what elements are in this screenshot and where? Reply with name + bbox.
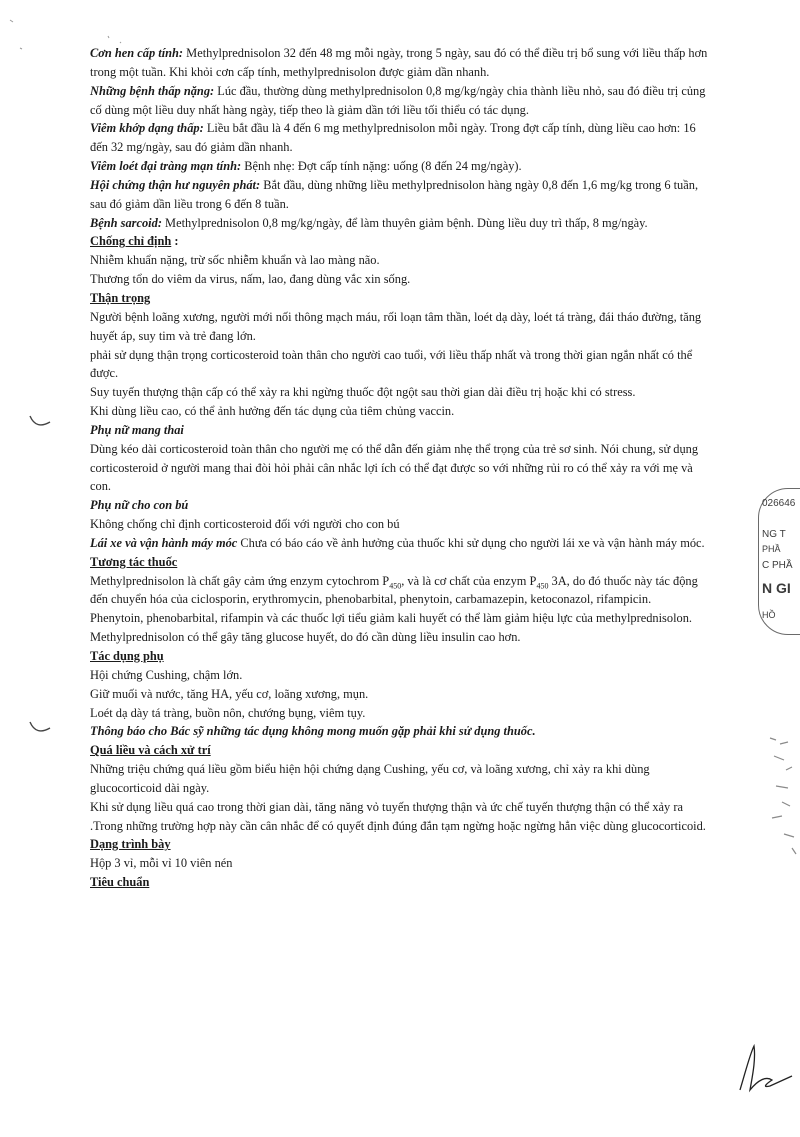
- stamp-text: C PHẦ: [762, 560, 793, 571]
- stamp-text: 026646: [762, 498, 796, 509]
- precaution-line: Khi dùng liều cao, có thể ảnh hưởng đến tác dụng của tiêm chủng vaccin.: [90, 404, 455, 419]
- paragraph-lead: Hội chứng thận hư nguyên phát:: [90, 177, 261, 192]
- stamp-text: N GI: [762, 580, 791, 596]
- paragraph-lead: Viêm loét đại tràng mạn tính:: [90, 159, 242, 174]
- section-heading: Tương tác thuốc: [90, 554, 178, 569]
- paragraph-lead: Viêm khớp dạng thấp:: [90, 121, 204, 136]
- punch-mark-icon: [26, 718, 56, 742]
- section-heading: Chống chỉ định: [90, 234, 172, 249]
- driving-paragraph: [90, 534, 716, 553]
- pregnancy-heading: Phụ nữ mang thai: [90, 422, 184, 437]
- side-effect-line: Loét dạ dày tá tràng, buồn nôn, chướng bụng, viêm tụy.: [90, 705, 366, 720]
- paragraph-lead: Cơn hen cấp tính:: [90, 46, 184, 60]
- side-effect-notice: Thông báo cho Bác sỹ những tác dụng không mong muốn gặp phải khi sử dụng thuốc.: [90, 724, 536, 739]
- paragraph-text: Methylprednisolon 32 đến 48 mg mỗi ngày, trong 5 ngày, sau đó có thể điều trị bổ sung với liều thấp hơn trong một tuần. Khi khỏi cơn cấp tính, methylprednisolon được giảm dần nhanh.: [90, 46, 708, 79]
- section-heading: Dạng trình bày: [90, 837, 171, 852]
- contraindication-line: Nhiễm khuẩn nặng, trừ sốc nhiễm khuẩn và lao màng não.: [90, 253, 380, 268]
- breastfeeding-line: Không chống chỉ định corticosteroid đối với người cho con bú: [90, 517, 400, 532]
- side-effects-heading: [90, 647, 716, 666]
- interaction-line: Phenytoin, phenobarbital, rifampin và các thuốc lợi tiểu giảm kali huyết có thể làm giảm hiệu lực của methylprednisolon.: [90, 611, 693, 626]
- interaction-line: [90, 572, 716, 610]
- paragraph-text: Lúc đầu, thường dùng methylprednisolon 0,8 mg/kg/ngày chia thành liều nhỏ, sau đó điều trị củng cố dùng một liều duy nhất hàng ngày, tiếp theo là giảm dần tới liều tối thiểu có tác dụng.: [90, 83, 706, 117]
- signature-icon: [736, 1040, 796, 1100]
- subscript: 450: [536, 581, 549, 591]
- side-effect-line: Hội chứng Cushing, chậm lớn.: [90, 667, 243, 682]
- dosage-arthritis: [90, 119, 716, 157]
- contraindications-heading: [90, 232, 716, 251]
- dosage-rheumatic: [90, 82, 716, 120]
- side-effect-line: Giữ muối và nước, tăng HA, yếu cơ, loãng xương, mụn.: [90, 686, 369, 701]
- interaction-line: Methylprednisolon có thể gây tăng glucose huyết, do đó cần dùng liều insulin cao hơn.: [90, 630, 521, 645]
- overdose-line: Khi sử dụng liều quá cao trong thời gian dài, tăng năng vỏ tuyến thượng thận và ức chế tuyến thượng thận có thể xảy ra .Trong những trường hợp này cần cân nhắc để có quyết định đúng đắn tạm ngừng hoặc ngừng hẳn việc dùng glucocorticoid.: [90, 799, 706, 833]
- precautions-heading: [90, 289, 716, 308]
- overdose-heading: [90, 741, 716, 760]
- stamp-text: NG T: [762, 529, 786, 540]
- interaction-text: , và là cơ chất của enzym P: [401, 573, 537, 588]
- breastfeeding-heading: Phụ nữ cho con bú: [90, 498, 189, 513]
- punch-mark-icon: [26, 412, 56, 436]
- dosage-nephrotic: [90, 176, 716, 214]
- interaction-text: 3A, do đó thuốc này tác động đến chuyển hóa của ciclosporin, erythromycin, phenobarbital, phenytoin, carbamazepin, ketoconazol, rifampicin.: [90, 573, 698, 607]
- precaution-line: Người bệnh loãng xương, người mới nối thông mạch máu, rối loạn tâm thần, loét dạ dày, loét tá tràng, đái tháo đường, tăng huyết áp, suy tim và trẻ đang lớn.: [90, 309, 702, 343]
- paragraph-text: Chưa có báo cáo về ảnh hưởng của thuốc khi sử dụng cho người lái xe và vận hành máy móc.: [237, 535, 705, 550]
- company-stamp: [752, 488, 800, 638]
- stamp-text: PHẦ: [762, 544, 781, 554]
- precaution-line: phải sử dụng thận trọng corticosteroid toàn thân cho người cao tuổi, với liều thấp nhất và trong thời gian ngắn nhất có thể được.: [90, 347, 693, 381]
- paragraph-text: Bắt đầu, dùng những liều methylprednisolon hàng ngày 0,8 đến 1,6 mg/kg trong 6 tuần, sau đó giảm dần liều trong 6 đến 8 tuần.: [90, 177, 699, 211]
- section-heading: Thận trọng: [90, 290, 151, 305]
- paragraph-text: Liều bắt đầu là 4 đến 6 mg methylprednisolon mỗi ngày. Trong đợt cấp tính, dùng liều cao hơn: 16 đến 32 mg/ngày, sau đó giảm dần nhanh.: [90, 121, 696, 155]
- interactions-heading: [90, 553, 716, 572]
- dosage-sarcoid: [90, 214, 716, 233]
- document-body: [90, 44, 716, 892]
- presentation-heading: [90, 835, 716, 854]
- paragraph-lead: Lái xe và vận hành máy móc: [90, 535, 238, 550]
- dosage-asthma: [90, 44, 716, 82]
- section-heading: Quá liều và cách xử trí: [90, 743, 211, 758]
- standard-heading: [90, 873, 716, 892]
- paragraph-lead: Những bệnh thấp nặng:: [90, 83, 215, 98]
- pregnancy-line: Dùng kéo dài corticosteroid toàn thân cho người mẹ có thể dẫn đến giảm nhẹ thể trọng của trẻ sơ sinh. Nói chung, sử dụng corticosteroid ở người mang thai đòi hỏi phải cân nhắc lợi ích có thể đạt được so với những rủi ro có thể xảy ra với mẹ và con.: [90, 441, 699, 494]
- paragraph-text: Methylprednisolon 0,8 mg/kg/ngày, để làm thuyên giảm bệnh. Dùng liều duy trì thấp, 8 mg/ngày.: [161, 215, 648, 230]
- presentation-line: Hộp 3 vỉ, mỗi vỉ 10 viên nén: [90, 856, 233, 871]
- paragraph-text: Bệnh nhẹ: Đợt cấp tính nặng: uống (8 đến 24 mg/ngày).: [241, 159, 522, 174]
- subscript: 450: [389, 581, 402, 591]
- contraindication-line: Thương tổn do viêm da virus, nấm, lao, đang dùng vắc xin sống.: [90, 272, 411, 287]
- section-heading: Tác dụng phụ: [90, 649, 164, 663]
- paragraph-lead: Bệnh sarcoid:: [90, 215, 162, 230]
- interaction-text: Methylprednisolon là chất gây cảm ứng enzym cytochrom P: [90, 573, 390, 588]
- scan-speckles: [766, 730, 800, 860]
- section-heading: Tiêu chuẩn: [90, 875, 150, 890]
- precaution-line: Suy tuyến thượng thận cấp có thể xảy ra khi ngừng thuốc đột ngột sau thời gian dài điều trị hoặc khi có stress.: [90, 385, 636, 400]
- heading-suffix: :: [171, 234, 179, 249]
- stamp-text: HỒ: [762, 610, 776, 620]
- overdose-line: Những triệu chứng quá liều gồm biểu hiện hội chứng dạng Cushing, yếu cơ, và loãng xương, chỉ xảy ra khi dùng glucocorticoid dài ngày.: [90, 762, 650, 795]
- dosage-colitis: [90, 157, 716, 176]
